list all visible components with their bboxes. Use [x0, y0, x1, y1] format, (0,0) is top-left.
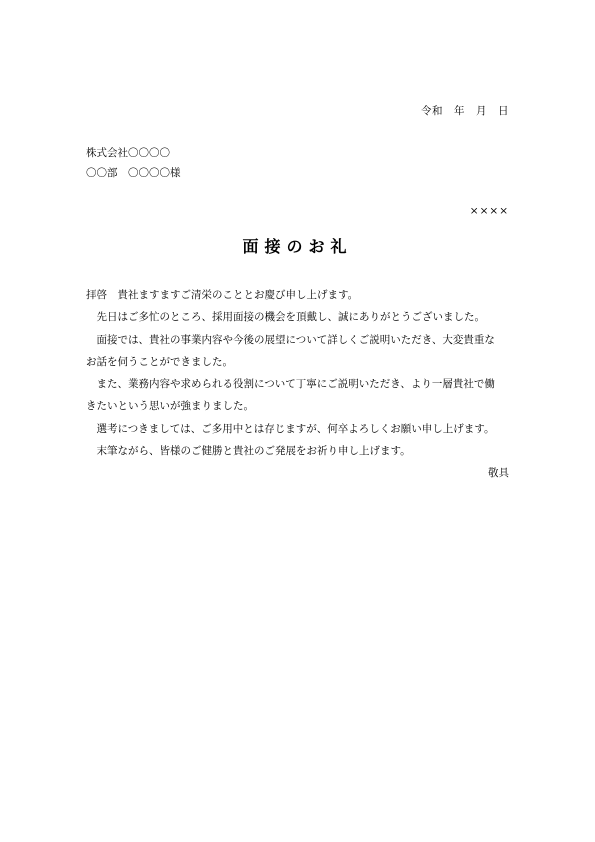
sender-name: ××××	[469, 205, 509, 217]
letter-closing: 敬具	[488, 467, 509, 479]
body-line: 拝啓 貴社ますますご清栄のこととお慶び申し上げます。	[86, 289, 359, 301]
recipient-block	[86, 143, 181, 183]
body-line: 先日はご多忙のところ、採用面接の機会を頂戴し、誠にありがとうございました。	[86, 311, 485, 324]
body-line: また、業務内容や求められる役割について丁寧にご説明いただき、より一層貴社で働	[86, 378, 495, 391]
recipient-company: 株式会社〇〇〇〇	[86, 147, 170, 159]
body-line: 面接では、貴社の事業内容や今後の展望について詳しくご説明いただき、大変貴重な	[86, 333, 495, 346]
body-line: お話を伺うことができました。	[86, 355, 233, 368]
letter-date: 令和 年 月 日	[421, 105, 509, 117]
letter-title: 面接のお礼	[242, 237, 353, 256]
letter-body	[86, 284, 510, 462]
recipient-person: 〇〇部 〇〇〇〇様	[86, 167, 181, 179]
body-line: 選考につきましては、ご多用中とは存じますが、何卒よろしくお願い申し上げます。	[86, 422, 495, 435]
body-line: 末筆ながら、皆様のご健勝と貴社のご発展をお祈り申し上げます。	[86, 445, 411, 458]
body-line: きたいという思いが強まりました。	[86, 400, 254, 413]
